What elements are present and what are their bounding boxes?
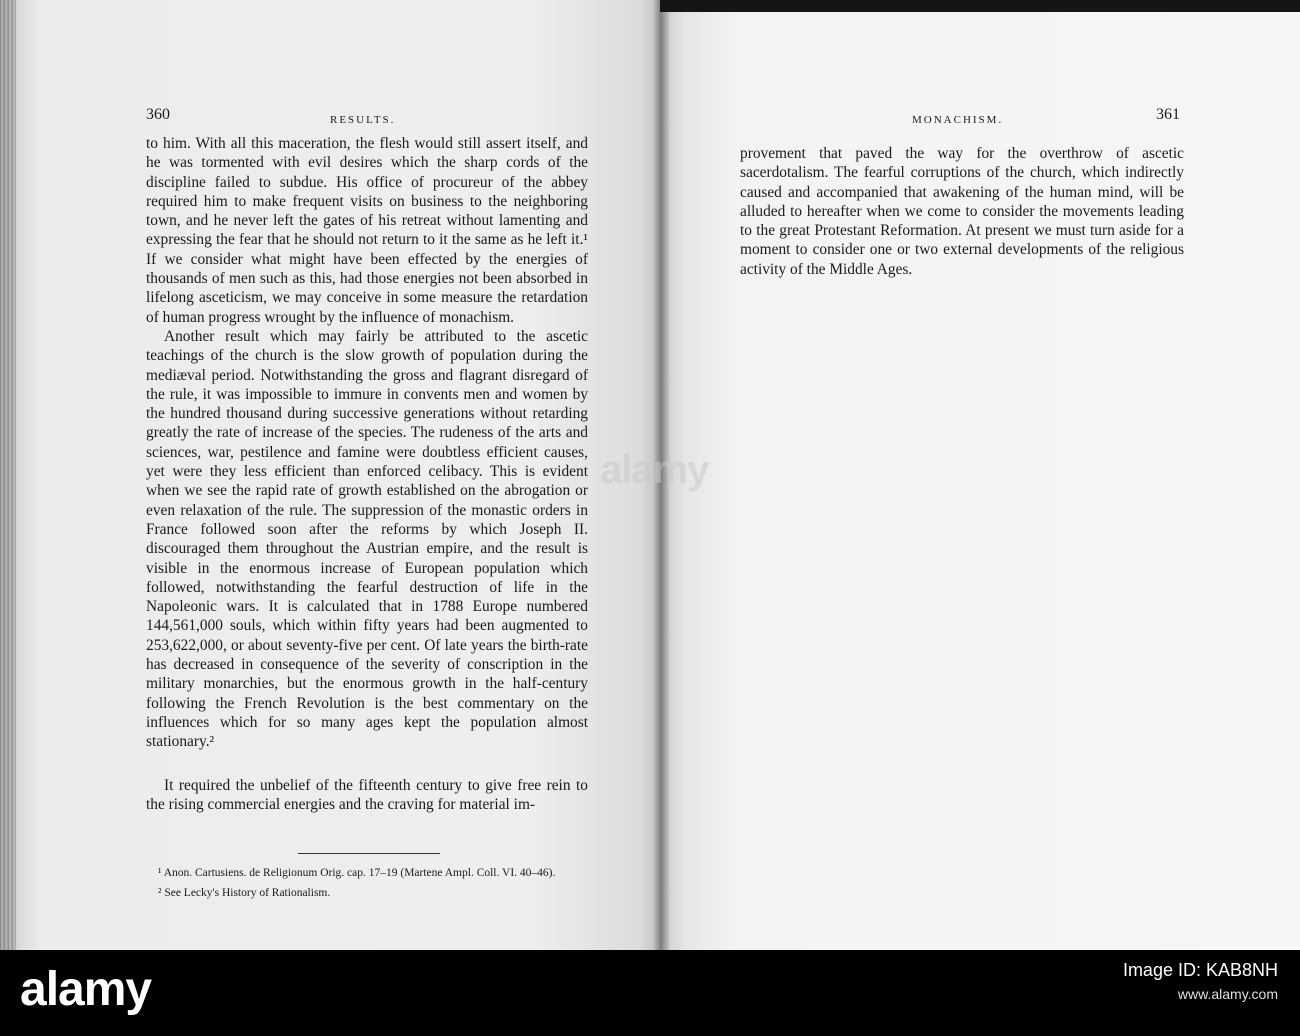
- footnote: ¹ Anon. Cartusiens. de Religionum Orig. cap. 17–19 (Martene Ampl. Coll. VI. 40–46).: [158, 867, 556, 879]
- page-number-right: 361: [1156, 106, 1180, 123]
- footnote: ² See Lecky's History of Rationalism.: [158, 887, 331, 899]
- left-page: [0, 0, 660, 950]
- watermark-bar: [0, 950, 1300, 1036]
- footnotes: [146, 866, 588, 906]
- paragraph: Another result which may fairly be attributed to the ascetic teachings of the church is the slow growth of population during the mediæval period. Notwithstanding the gross and flagrant disregard of the rule, it was impossible to immure in convents men and women by the hundred thousand during successive generations without retarding greatly the rate of increase of the species. The rudeness of the arts and sciences, war, pestilence and famine were doubtless efficient causes, yet were they less efficient than enforced celibacy. This is evident when we see the rapid rate of growth established on the abrogation or even relaxation of the rule. The suppression of the monastic orders in France followed soon after the reforms by which Joseph II. discouraged them throughout the Austrian empire, and the result is visible in the enormous increase of European population which followed, notwithstanding the fearful destruction of life in the Napoleonic wars. It is calculated that in 1788 Europe numbered 144,561,000 souls, which within fifty years had been augmented to 253,622,000, or about seventy-five per cent. Of late years the birth-rate has decreased in consequence of the severity of conscription in the military monarchies, but the enormous growth in the half-century following the French Revolution is the best commentary on the influences which for so many ages kept the population almost stationary.²: [146, 327, 588, 751]
- right-body: [740, 144, 1184, 279]
- alamy-logo: alamy: [20, 963, 152, 1016]
- center-watermark: alamy: [600, 448, 709, 492]
- paragraph: to him. With all this maceration, the flesh would still assert itself, and he was tormented with evil desires which the sharp cords of the discipline failed to subdue. His office of procureur of the abbey required him to make frequent visits on business to the neighboring town, and he never left the gates of his retreat without lamenting and expressing the fear that he should not return to it the same as he left it.¹ If we consider what might have been effected by the energies of thousands of men such as this, had those energies not been absorbed in lifelong asceticism, we may conceive in some measure the retardation of human progress wrought by the influence of monachism.: [146, 135, 588, 326]
- running-head-right: MONACHISM.: [912, 114, 1004, 126]
- image-id-block: [1123, 958, 1278, 1006]
- right-page: [660, 0, 1300, 950]
- watermark-url: www.alamy.com: [1177, 986, 1278, 1002]
- paragraph: provement that paved the way for the overthrow of ascetic sacerdotalism. The fearful corruptions of the church, which indirectly caused and accompanied that awakening of the human mind, will be alluded to hereafter when we come to consider the movements leading to the great Protestant Reformation. At present we must turn aside for a moment to consider one or two external developments of the religious activity of the Middle Ages.: [740, 145, 1184, 278]
- image-id: Image ID: KAB8NH: [1122, 960, 1278, 980]
- left-body: [146, 134, 588, 814]
- footnote-rule: [298, 853, 440, 854]
- page-number-left: 360: [146, 106, 170, 123]
- running-head-left: RESULTS.: [330, 114, 396, 126]
- paragraph: It required the unbelief of the fifteenth century to give free rein to the rising commercial energies and the craving for material im-: [146, 776, 588, 813]
- page-edges: [0, 0, 16, 950]
- top-shadow: [660, 0, 1300, 12]
